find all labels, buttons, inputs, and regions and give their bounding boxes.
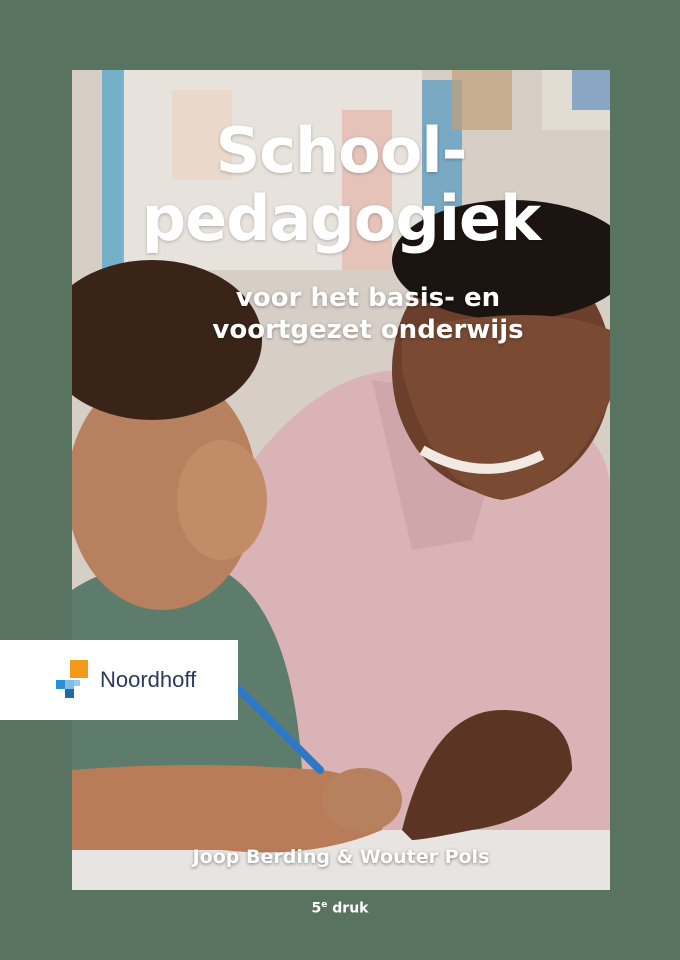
book-subtitle-line-2: voortgezet onderwijs (212, 315, 524, 345)
edition-word: druk (332, 900, 369, 917)
book-title-line-1: School- (215, 114, 467, 187)
book-authors: Joop Berding & Wouter Pols (192, 846, 490, 868)
edition-suffix: e (321, 900, 328, 910)
book-subtitle-line-1: voor het basis- en (235, 283, 501, 313)
noordhoff-logo-icon (56, 660, 90, 700)
publisher-name: Noordhoff (100, 667, 197, 692)
edition-number: 5 (311, 900, 322, 917)
cover-photo-panel (72, 70, 610, 890)
book-title-line-2: pedagogiek (141, 182, 541, 255)
publisher-badge (0, 640, 238, 720)
edition-label (0, 900, 680, 917)
